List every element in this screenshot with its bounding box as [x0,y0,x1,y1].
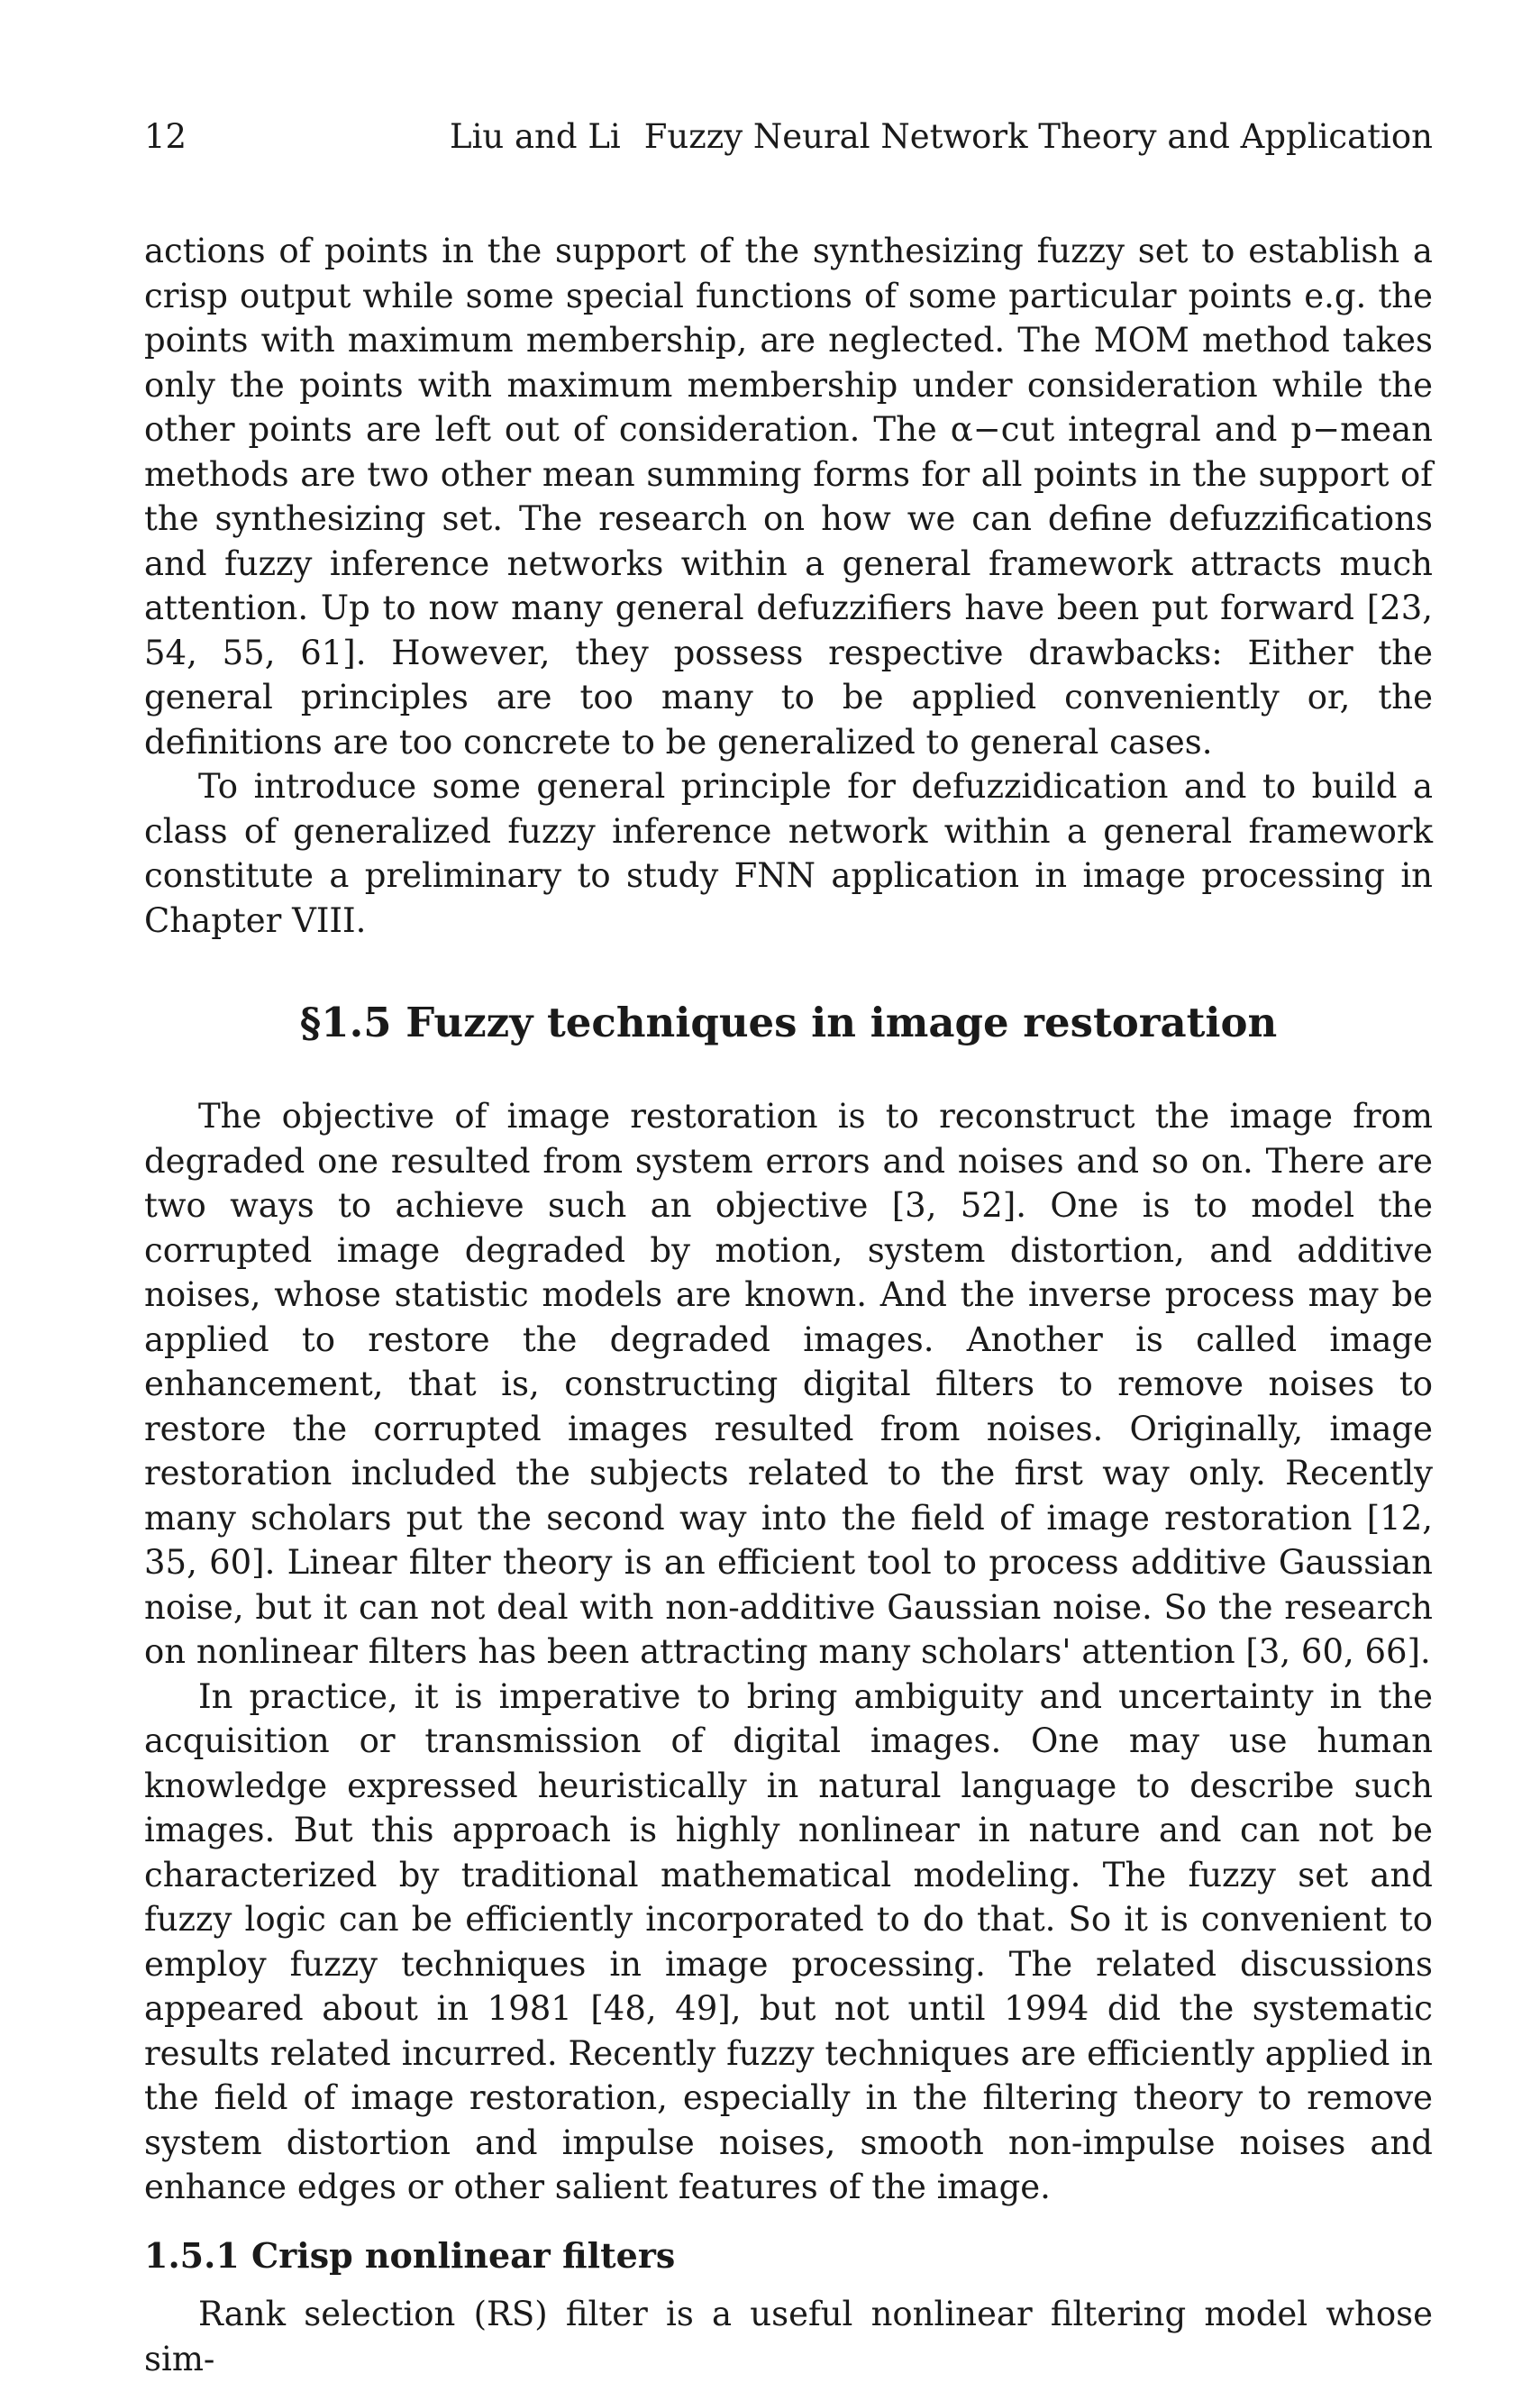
paragraph-rank-selection-filter: Rank selection (RS) filter is a useful nonlinear filtering model whose sim- [144,2295,1433,2378]
paragraph-fuzzy-in-practice: In practice, it is imperative to bring ambiguity and uncertainty in the acquisition or transmission of digital images. One may use human knowledge expressed heuristically in natural language to describe such images. But this approach is highly nonlinear in nature and can not be characterized by traditional mathematical modeling. The fuzzy set and fuzzy logic can be efficiently incorporated to do that. So it is convenient to employ fuzzy techniques in image processing. The related discussions appeared about in 1981 [48, 49], but not until 1994 did the systematic results related incurred. Recently fuzzy techniques are efficiently applied in the field of image restoration, especially in the filtering theory to remove system distortion and impulse noises, smooth non-impulse noises and enhance edges or other salient features of the image. [144,1676,1433,2207]
book-page [144,117,1433,2381]
paragraph-general-principle: To introduce some general principle for defuzzidication and to build a class of generalized fuzzy inference network within a general framework constitute a preliminary to study FNN application in image processing in Chapter VIII. [144,767,1433,940]
header-book-title: Fuzzy Neural Network Theory and Application [643,117,1433,156]
paragraph-defuzzification-methods: actions of points in the support of the synthesizing fuzzy set to establish a crisp output while some special functions of some particular points e.g. the points with maximum membership, are neglected. The MOM method takes only the points with maximum membership under consideration while the other points are left out of consideration. The α−cut integral and p−mean methods are two other mean summing forms for all points in the support of the synthesizing set. The research on how we can define defuzzifications and fuzzy inference networks within a general framework attracts much attention. Up to now many general defuzzifiers have been put forward [23, 54, 55, 61]. However, they possess respective drawbacks: Either the general principles are too many to be applied conveniently or, the definitions are too concrete to be generalized to general cases. [144,232,1433,762]
running-header [144,117,1433,157]
page-number: 12 [144,117,187,156]
subsection-heading: 1.5.1 Crisp nonlinear filters [144,2234,676,2276]
paragraph-image-restoration-objective: The objective of image restoration is to reconstruct the image from degraded one resulted from system errors and noises and so on. There are two ways to achieve such an objective [3, 52]. One is to model the corrupted image degraded by motion, system distortion, and additive noises, whose statistic models are known. And the inverse process may be applied to restore the degraded images. Another is called image enhancement, that is, constructing digital filters to remove noises to restore the corrupted images resulted from noises. Originally, image restoration included the subjects related to the first way only. Recently many scholars put the second way into the field of image restoration [12, 35, 60]. Linear filter theory is an efficient tool to process additive Gaussian noise, but it can not deal with non-additive Gaussian noise. So the research on nonlinear filters has been attracting many scholars' attention [3, 60, 66]. [144,1097,1433,1672]
header-right [450,117,1433,157]
section-heading: §1.5 Fuzzy techniques in image restoration [299,999,1278,1047]
header-authors: Liu and Li [450,117,621,156]
